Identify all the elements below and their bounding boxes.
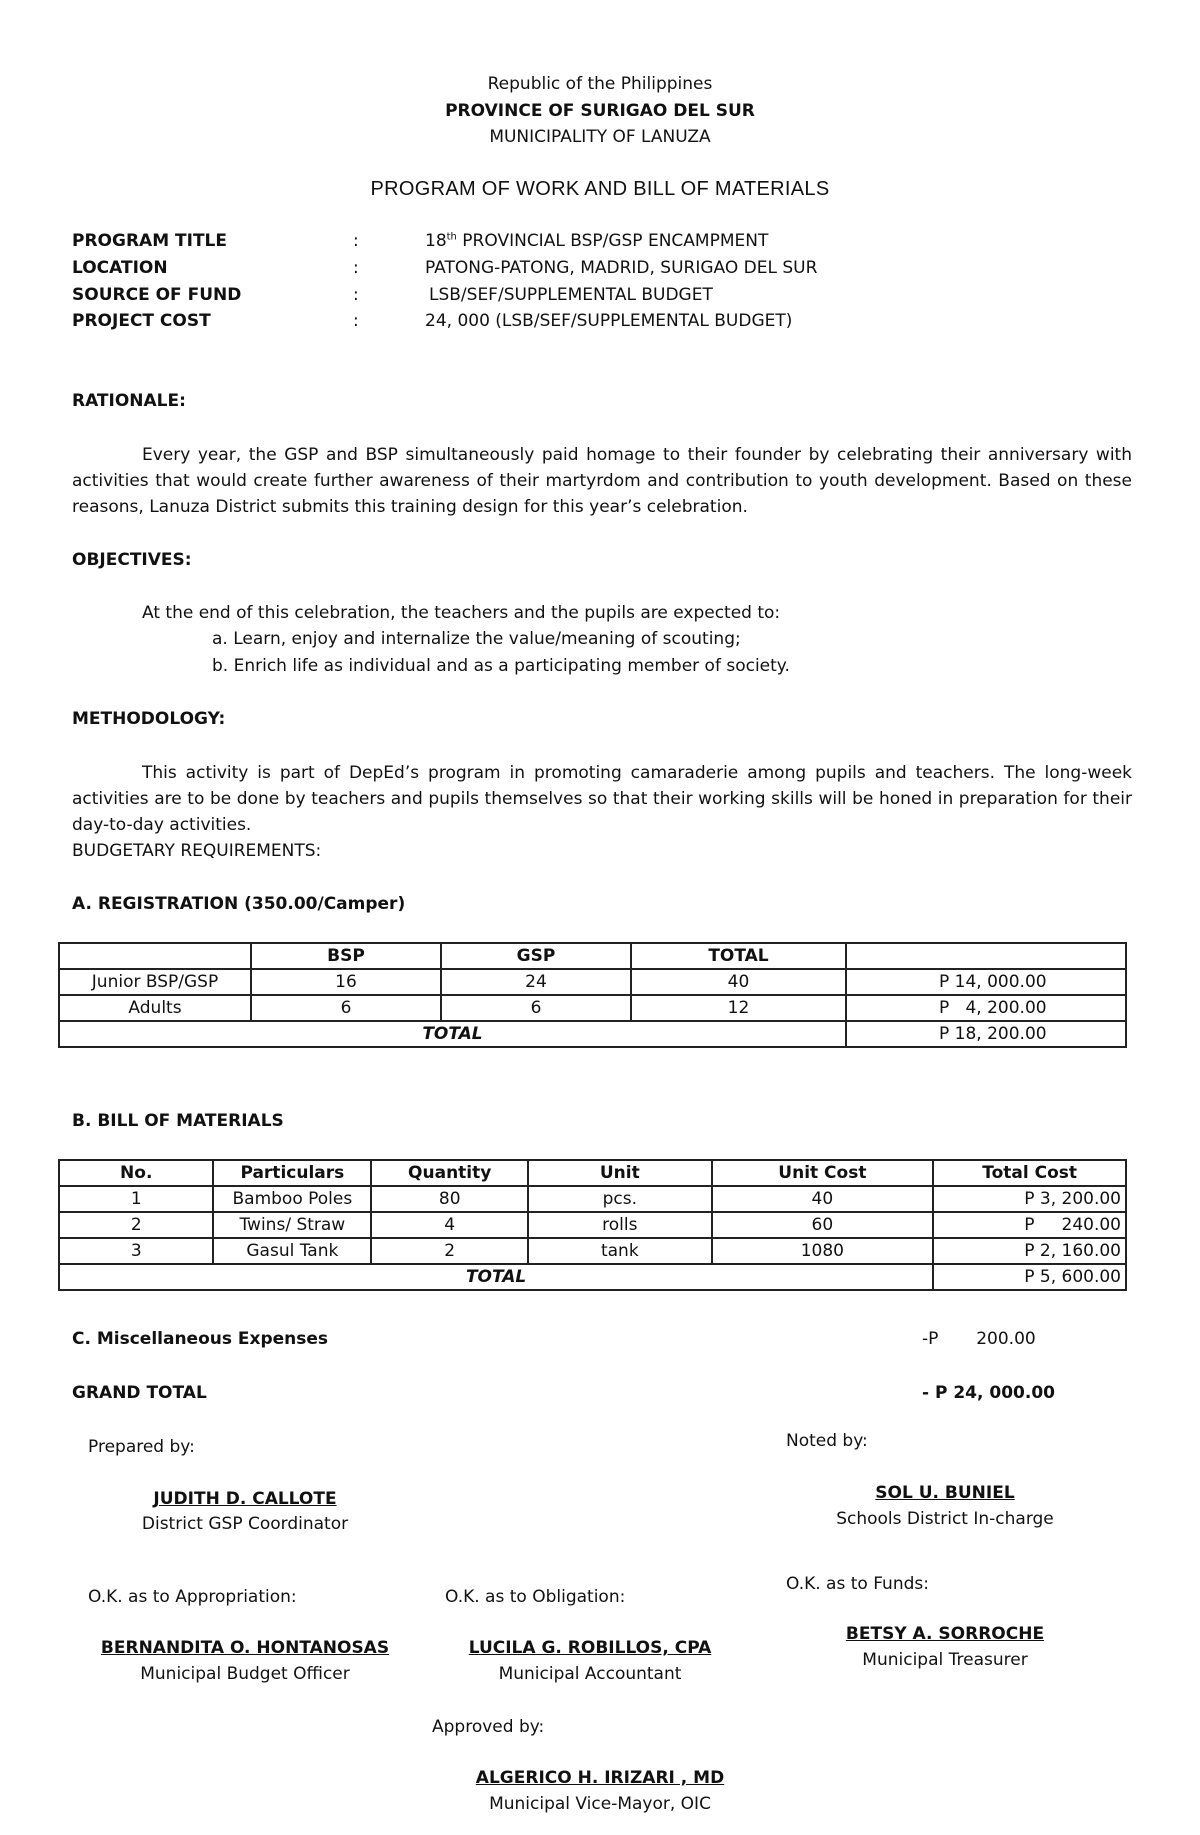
misc-value: -P 200.00 [922,1329,1036,1349]
table-cell: 24 [441,969,631,995]
grand-total-value: - P 24, 000.00 [922,1383,1055,1403]
cost-value: 24, 000 (LSB/SEF/SUPPLEMENTAL BUDGET) [425,311,793,331]
table-cell: 40 [631,969,846,995]
table-cell: 2 [371,1238,528,1264]
approved-title: Municipal Vice-Mayor, OIC [489,1794,711,1814]
misc-label: C. Miscellaneous Expenses [72,1329,329,1349]
program-title-value [425,231,768,251]
table-header-cell: Particulars [213,1160,371,1186]
prepared-label: Prepared by: [88,1437,195,1457]
obligation-name: LUCILA G. ROBILLOS, CPA [468,1638,712,1658]
prepared-title: District GSP Coordinator [141,1514,349,1534]
table-cell: 6 [441,995,631,1021]
table-header-cell [846,943,1126,969]
program-title-number: 18 [425,231,447,251]
table-cell: 1 [59,1186,213,1212]
table-header-row [59,943,1126,969]
table-header-cell: Quantity [371,1160,528,1186]
table-header-cell [59,943,251,969]
table-cell: 6 [251,995,441,1021]
table-header-cell: GSP [441,943,631,969]
total-value: P 18, 200.00 [846,1021,1126,1047]
budget-heading: BUDGETARY REQUIREMENTS: [72,841,322,861]
location-label: LOCATION [72,258,168,278]
republic-line: Republic of the Philippines [487,74,713,94]
appropriation-name: BERNANDITA O. HONTANOSAS [100,1638,390,1658]
colon: : [353,231,359,251]
table-cell: tank [528,1238,711,1264]
appropriation-label: O.K. as to Appropriation: [88,1587,297,1607]
table-header-cell: Unit Cost [712,1160,934,1186]
table-cell: Twins/ Straw [213,1212,371,1238]
approved-name: ALGERICO H. IRIZARI , MD [475,1768,725,1788]
location-value: PATONG-PATONG, MADRID, SURIGAO DEL SUR [425,258,818,278]
grand-total-label: GRAND TOTAL [72,1383,207,1403]
colon: : [353,311,359,331]
program-title-text: PROVINCIAL BSP/GSP ENCAMPMENT [456,231,769,251]
appropriation-title: Municipal Budget Officer [140,1664,350,1684]
obligation-label: O.K. as to Obligation: [445,1587,626,1607]
objectives-intro: At the end of this celebration, the teachers and the pupils are expected to: [142,603,781,623]
table-cell: P 4, 200.00 [846,995,1126,1021]
registration-heading: A. REGISTRATION (350.00/Camper) [72,894,406,914]
table-cell: Adults [59,995,251,1021]
table-cell: 12 [631,995,846,1021]
table-cell: Junior BSP/GSP [59,969,251,995]
approved-label: Approved by: [432,1717,545,1737]
table-header-row [59,1160,1126,1186]
registration-table [58,942,1127,1048]
total-value: P 5, 600.00 [933,1264,1126,1290]
table-cell: 3 [59,1238,213,1264]
cost-label: PROJECT COST [72,311,211,331]
objectives-heading: OBJECTIVES: [72,550,192,570]
fund-value: LSB/SEF/SUPPLEMENTAL BUDGET [429,285,713,305]
noted-name: SOL U. BUNIEL [875,1483,1015,1503]
table-cell: 16 [251,969,441,995]
table-row [59,1212,1126,1238]
table-cell: P 2, 160.00 [933,1238,1126,1264]
funds-title: Municipal Treasurer [862,1650,1028,1670]
fund-label: SOURCE OF FUND [72,285,242,305]
materials-table [58,1159,1127,1291]
program-title-ordinal: th [446,231,457,243]
rationale-heading: RATIONALE: [72,391,186,411]
table-header-cell: TOTAL [631,943,846,969]
total-label: TOTAL [59,1021,846,1047]
program-title-label: PROGRAM TITLE [72,231,228,251]
table-row [59,1238,1126,1264]
table-cell: P 240.00 [933,1212,1126,1238]
table-header-cell: BSP [251,943,441,969]
funds-label: O.K. as to Funds: [786,1574,929,1594]
table-header-cell: No. [59,1160,213,1186]
table-row [59,995,1126,1021]
funds-name: BETSY A. SORROCHE [845,1624,1045,1644]
objective-a: a. Learn, enjoy and internalize the value/meaning of scouting; [212,629,741,649]
table-total-row [59,1264,1126,1290]
methodology-heading: METHODOLOGY: [72,709,226,729]
methodology-text: This activity is part of DepEd’s program in promoting camaraderie among pupils and teachers. The long-week activities are to be done by teachers and pupils themselves so that their working skills will be honed in preparation for their day-to-day activities. [72,763,1132,835]
table-row [59,969,1126,995]
table-cell: 60 [712,1212,934,1238]
province-line: PROVINCE OF SURIGAO DEL SUR [445,101,755,121]
total-label: TOTAL [59,1264,933,1290]
table-row [59,1186,1126,1212]
noted-label: Noted by: [786,1431,868,1451]
obligation-title: Municipal Accountant [498,1664,682,1684]
prepared-name: JUDITH D. CALLOTE [153,1489,337,1509]
table-cell: 2 [59,1212,213,1238]
table-cell: Bamboo Poles [213,1186,371,1212]
table-cell: 1080 [712,1238,934,1264]
objective-b: b. Enrich life as individual and as a participating member of society. [212,656,790,676]
table-header-cell: Total Cost [933,1160,1126,1186]
table-cell: 4 [371,1212,528,1238]
colon: : [353,285,359,305]
colon: : [353,258,359,278]
table-cell: Gasul Tank [213,1238,371,1264]
materials-heading: B. BILL OF MATERIALS [72,1111,284,1131]
noted-title: Schools District In-charge [836,1509,1054,1529]
table-cell: P 3, 200.00 [933,1186,1126,1212]
municipality-line: MUNICIPALITY OF LANUZA [489,127,711,147]
table-cell: P 14, 000.00 [846,969,1126,995]
rationale-text: Every year, the GSP and BSP simultaneously paid homage to their founder by celebrating their anniversary with activities that would create further awareness of their martyrdom and contribution to youth development. Based on these reasons, Lanuza District submits this training design for this year’s celebration. [72,445,1132,517]
table-cell: pcs. [528,1186,711,1212]
table-cell: rolls [528,1212,711,1238]
table-cell: 40 [712,1186,934,1212]
table-total-row [59,1021,1126,1047]
table-cell: 80 [371,1186,528,1212]
table-header-cell: Unit [528,1160,711,1186]
document-title: PROGRAM OF WORK AND BILL OF MATERIALS [370,178,830,200]
